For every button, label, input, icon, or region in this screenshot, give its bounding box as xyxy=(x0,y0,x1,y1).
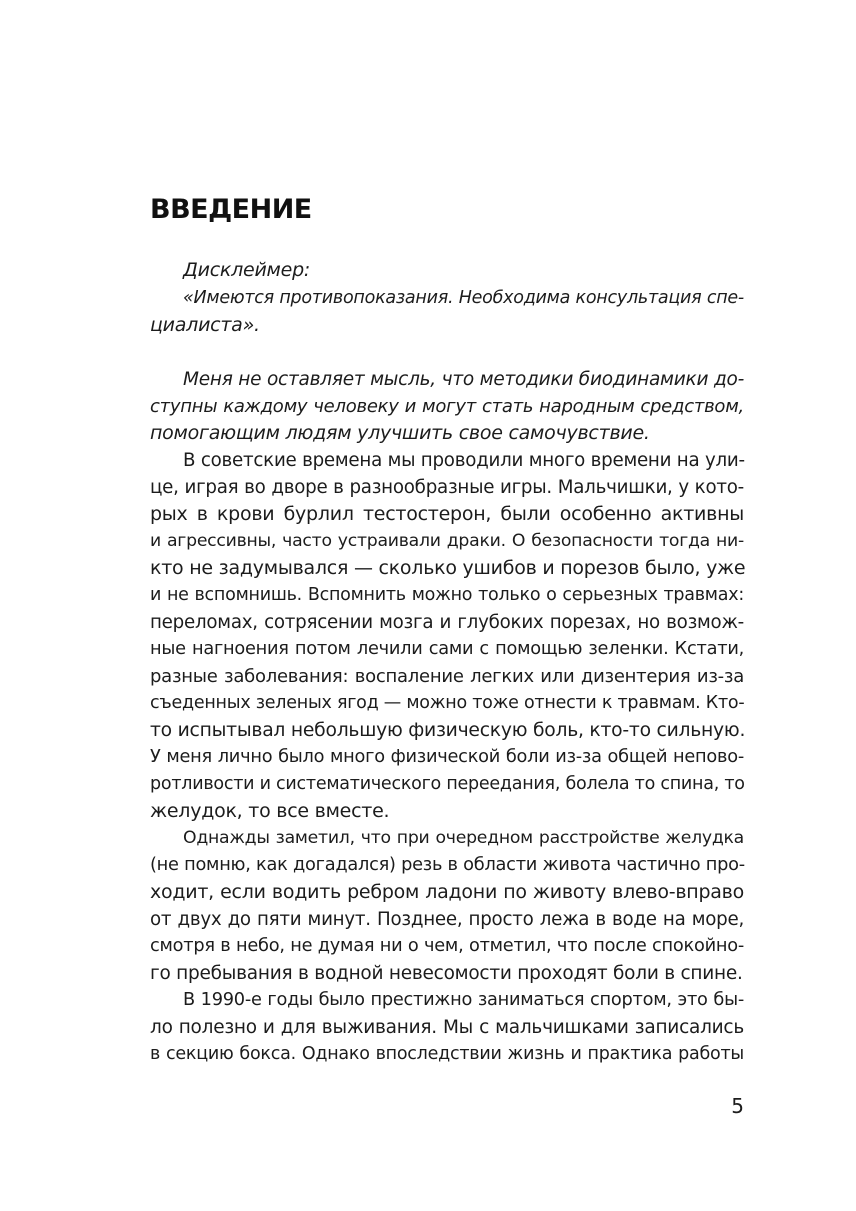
paragraph-line: В 1990-е годы было престижно заниматься спортом, это бы- xyxy=(183,990,744,1010)
paragraph-line: от двух до пяти минут. Позднее, просто лежа в воде на море, xyxy=(150,909,744,930)
paragraph-line: и не вспомнишь. Вспомнить можно только о серьезных травмах: xyxy=(150,585,744,605)
paragraph-line: рых в крови бурлил тестостерон, были особенно активны xyxy=(150,503,744,525)
chapter-heading: ВВЕДЕНИЕ xyxy=(150,194,312,225)
paragraph-line: В советские времена мы проводили много времени на ули- xyxy=(183,450,745,471)
intro-line: помогающим людям улучшить свое самочувствие. xyxy=(150,422,650,444)
paragraph-line: то испытывал небольшую физическую боль, кто-то сильную. xyxy=(150,720,746,741)
paragraph-line: го пребывания в водной невесомости проходят боли в спине. xyxy=(150,963,743,984)
paragraph-line: це, играя во дворе в разнообразные игры. Мальчишки, у кото- xyxy=(150,477,744,498)
paragraph-line: ные нагноения потом лечили сами с помощью зеленки. Кстати, xyxy=(150,639,744,659)
paragraph-line: ло полезно и для выживания. Мы с мальчишками записались xyxy=(150,1017,744,1038)
paragraph-line: желудок, то все вместе. xyxy=(150,800,390,822)
paragraph-line: (не помню, как догадался) резь в области живота частично про- xyxy=(150,855,745,875)
paragraph-line: переломах, сотрясении мозга и глубоких порезах, но возмож- xyxy=(150,612,744,633)
intro-line: ступны каждому человеку и могут стать народным средством, xyxy=(150,396,744,417)
intro-line: Меня не оставляет мысль, что методики биодинамики до- xyxy=(183,369,744,390)
paragraph-line: кто не задумывался — сколько ушибов и порезов было, уже xyxy=(150,557,746,579)
disclaimer-line: «Имеются противопоказания. Необходима консультация спе- xyxy=(183,288,744,308)
paragraph-line: У меня лично было много физической боли из-за общей непово- xyxy=(150,747,744,767)
paragraph-line: ротливости и систематического переедания, болела то спина, то xyxy=(150,774,745,794)
paragraph-line: Однажды заметил, что при очередном расстройстве желудка xyxy=(183,828,744,848)
disclaimer-line: циалиста». xyxy=(150,314,260,336)
paragraph-line: смотря в небо, не думая ни о чем, отметил, что после спокойно- xyxy=(150,936,744,956)
paragraph-line: в секцию бокса. Однако впоследствии жизнь и практика работы xyxy=(150,1044,744,1064)
paragraph-line: съеденных зеленых ягод — можно тоже отнести к травмам. Кто- xyxy=(150,693,745,713)
paragraph-line: ходит, если водить ребром ладони по животу влево-вправо xyxy=(150,881,744,903)
paragraph-line: разные заболевания: воспаление легких или дизентерия из-за xyxy=(150,666,744,687)
paragraph-line: и агрессивны, часто устраивали драки. О безопасности тогда ни- xyxy=(150,531,744,551)
page-number: 5 xyxy=(731,1094,744,1118)
disclaimer-label: Дисклеймер: xyxy=(183,259,311,281)
